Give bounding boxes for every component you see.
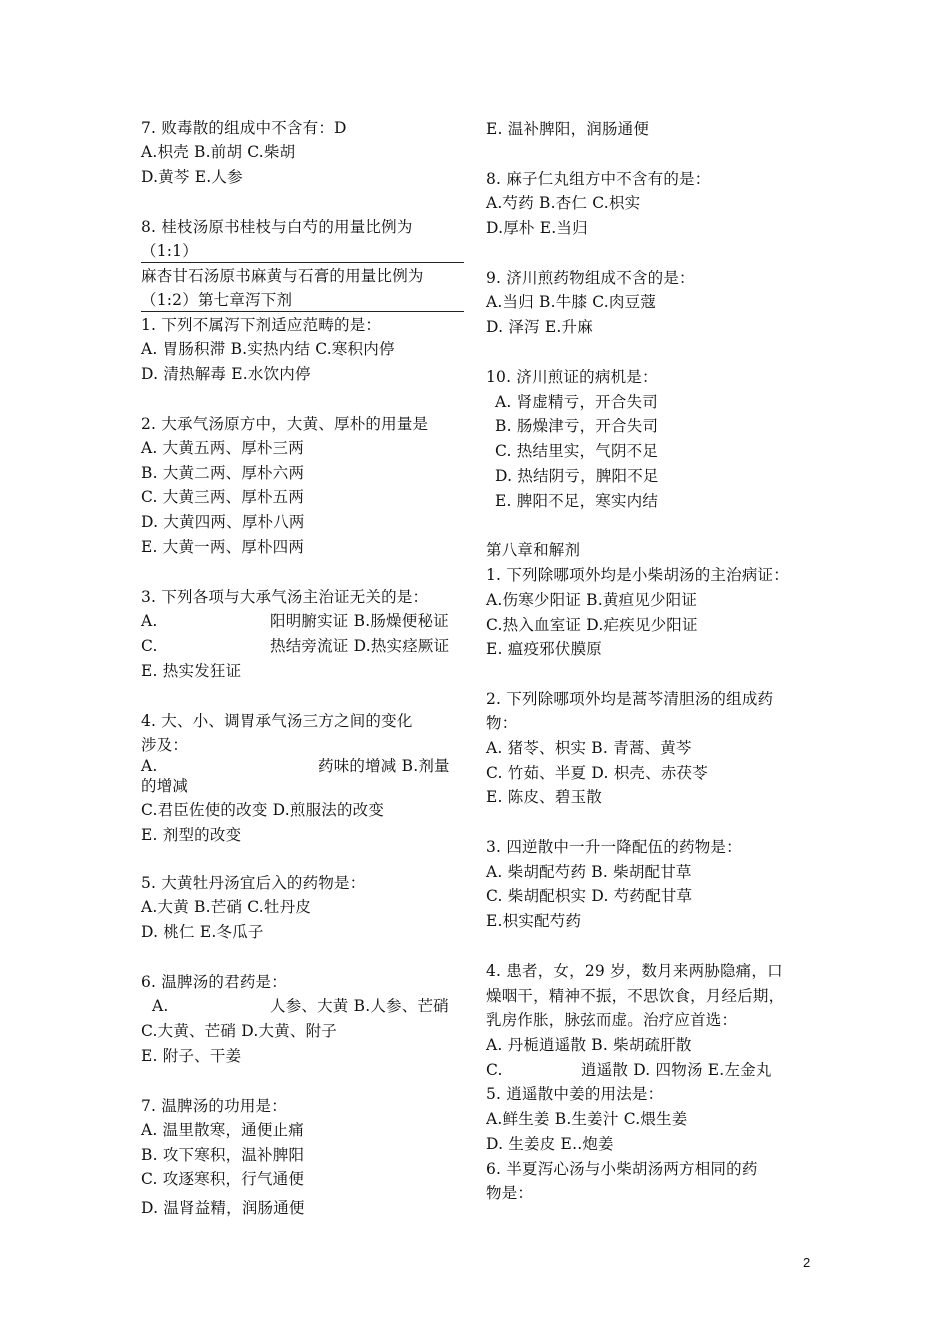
ch7-q6-option-e: E. 附子、干姜 <box>141 1047 242 1065</box>
q8-ratio-answer: （1:1） <box>141 240 464 263</box>
ch7-q2-option-b: B. 大黄二两、厚朴六两 <box>141 464 305 482</box>
ch7-q9: 9. 济川煎药物组成不含的是： <box>486 269 695 287</box>
ch8-q1-option-e: E. 瘟疫邪伏膜原 <box>486 640 602 658</box>
ch7-q3-option-c-label: C. <box>141 637 158 655</box>
ch8-q3: 3. 四逆散中一升一降配伍的药物是： <box>486 838 742 856</box>
ch8-q1: 1. 下列除哪项外均是小柴胡汤的主治病证： <box>486 566 789 584</box>
q8-guizhitang: 8. 桂枝汤原书桂枝与白芍的用量比例为 <box>141 218 413 236</box>
ch7-q5: 5. 大黄牡丹汤宜后入的药物是： <box>141 874 366 892</box>
ch8-q4-cont-1: 燥咽干，精神不振，不思饮食，月经后期， <box>486 987 785 1005</box>
ch7-q7-option-c: C. 攻逐寒积，行气通便 <box>141 1170 305 1188</box>
ch8-q1-options-ab: A.伤寒少阳证 B.黄疸见少阳证 <box>486 591 698 609</box>
ch7-q4: 4. 大、小、调胃承气汤三方之间的变化 <box>141 712 413 730</box>
q7-options-abc: A.枳壳 B.前胡 C.柴胡 <box>141 143 296 161</box>
ch7-q10: 10. 济川煎证的病机是： <box>486 368 658 386</box>
ch7-q1-options-abc: A. 胃肠积滞 B.实热内结 C.寒积内停 <box>141 340 395 358</box>
ch8-q1-options-cd: C.热入血室证 D.疟疾见少阳证 <box>486 616 698 634</box>
ch8-q3-options-ab: A. 柴胡配芍药 B. 柴胡配甘草 <box>486 863 692 881</box>
ch7-q8-options-abc: A.芍药 B.杏仁 C.枳实 <box>486 194 641 212</box>
ch8-q6: 6. 半夏泻心汤与小柴胡汤两方相同的药 <box>486 1160 758 1178</box>
ch7-q4-option-e: E. 剂型的改变 <box>141 826 242 844</box>
ch7-q2-option-e: E. 大黄一两、厚朴四两 <box>141 538 305 556</box>
ch7-q4-cont: 涉及： <box>141 736 189 754</box>
ch7-q4-options-cd: C.君臣佐使的改变 D.煎服法的改变 <box>141 801 385 819</box>
ch7-q5-options-de: D. 桃仁 E.冬瓜子 <box>141 923 264 941</box>
q7-options-de: D.黄芩 E.人参 <box>141 168 243 186</box>
ch7-q7-option-e: E. 温补脾阳，润肠通便 <box>486 120 650 138</box>
maxing-ratio-question: 麻杏甘石汤原书麻黄与石膏的用量比例为 <box>141 267 424 285</box>
ch8-q4-options-cde: 逍遥散 D. 四物汤 E.左金丸 <box>581 1061 772 1079</box>
ch7-q3-option-cd: 热结旁流证 D.热实痉厥证 <box>270 637 450 655</box>
ch8-q2-options-cd: C. 竹茹、半夏 D. 枳壳、赤茯苓 <box>486 764 708 782</box>
ch7-q4-option-ab: 药味的增减 B.剂量 <box>318 757 450 775</box>
ch7-q3: 3. 下列各项与大承气汤主治证无关的是： <box>141 588 429 606</box>
ch7-q7-option-b: B. 攻下寒积，温补脾阳 <box>141 1146 305 1164</box>
chapter7-heading: （1:2）第七章泻下剂 <box>141 289 464 312</box>
ch7-q3-option-a-label: A. <box>141 612 158 630</box>
ch7-q8: 8. 麻子仁丸组方中不含有的是： <box>486 170 711 188</box>
ch8-q2-cont: 物： <box>486 714 518 732</box>
ch8-q6-cont: 物是： <box>486 1184 534 1202</box>
ch7-q7-option-d: D. 温肾益精，润肠通便 <box>141 1199 305 1217</box>
q7-baidusan: 7. 败毒散的组成中不含有：D <box>141 119 347 137</box>
ch7-q2-option-d: D. 大黄四两、厚朴八两 <box>141 513 305 531</box>
ch7-q3-option-ab: 阳明腑实证 B.肠燥便秘证 <box>270 612 449 630</box>
ch8-q4: 4. 患者，女，29 岁，数月来两胁隐痛，口 <box>486 962 783 980</box>
ch7-q1-options-de: D. 清热解毒 E.水饮内停 <box>141 365 311 383</box>
ch7-q10-option-e: E. 脾阳不足，寒实内结 <box>495 492 659 510</box>
page-number: 2 <box>803 1255 811 1270</box>
ch7-q9-options-abc: A.当归 B.牛膝 C.肉豆蔻 <box>486 293 657 311</box>
ch7-q7: 7. 温脾汤的功用是： <box>141 1097 287 1115</box>
ch7-q2: 2. 大承气汤原方中，大黄、厚朴的用量是 <box>141 415 429 433</box>
ch8-q5: 5. 逍遥散中姜的用法是： <box>486 1085 664 1103</box>
ch7-q10-option-c: C. 热结里实，气阴不足 <box>495 442 659 460</box>
ch7-q4-option-a-label: A. <box>141 757 158 775</box>
ch8-q3-option-e: E.枳实配芍药 <box>486 912 582 930</box>
ch7-q10-option-b: B. 肠燥津亏，开合失司 <box>495 417 659 435</box>
chapter8-heading: 第八章和解剂 <box>486 541 581 559</box>
ch7-q4-option-b-cont: 的增减 <box>141 777 189 795</box>
ch8-q2: 2. 下列除哪项外均是蒿芩清胆汤的组成药 <box>486 690 774 708</box>
ch7-q6-option-a-label: A. <box>152 997 169 1015</box>
ch7-q10-option-a: A. 肾虚精亏，开合失司 <box>495 393 658 411</box>
ch7-q5-options-abc: A.大黄 B.芒硝 C.牡丹皮 <box>141 898 312 916</box>
ch7-q9-options-de: D. 泽泻 E.升麻 <box>486 318 593 336</box>
ch8-q5-options-abc: A.鲜生姜 B.生姜汁 C.煨生姜 <box>486 1110 688 1128</box>
ch8-q4-cont-2: 乳房作胀，脉弦而虚。治疗应首选： <box>486 1011 738 1029</box>
ch7-q6: 6. 温脾汤的君药是： <box>141 973 287 991</box>
ch7-q8-options-de: D.厚朴 E.当归 <box>486 219 588 237</box>
ch7-q3-option-e: E. 热实发狂证 <box>141 662 242 680</box>
ch8-q4-options-ab: A. 丹栀逍遥散 B. 柴胡疏肝散 <box>486 1036 692 1054</box>
ch7-q6-option-ab: 人参、大黄 B.人参、芒硝 <box>270 997 449 1015</box>
ch8-q5-options-de: D. 生姜皮 E..炮姜 <box>486 1135 614 1153</box>
ch7-q1: 1. 下列不属泻下剂适应范畴的是： <box>141 316 382 334</box>
ch7-q2-option-a: A. 大黄五两、厚朴三两 <box>141 439 304 457</box>
ch8-q2-options-ab: A. 猪苓、枳实 B. 青蒿、黄芩 <box>486 739 692 757</box>
ch8-q4-option-c-label: C. <box>486 1061 503 1079</box>
ch7-q10-option-d: D. 热结阴亏，脾阳不足 <box>495 467 659 485</box>
ch7-q2-option-c: C. 大黄三两、厚朴五两 <box>141 488 305 506</box>
ch7-q6-options-cd: C.大黄、芒硝 D.大黄、附子 <box>141 1022 337 1040</box>
ch7-q7-option-a: A. 温里散寒，通便止痛 <box>141 1121 304 1139</box>
ch8-q3-options-cd: C. 柴胡配枳实 D. 芍药配甘草 <box>486 887 693 905</box>
ch8-q2-option-e: E. 陈皮、碧玉散 <box>486 788 602 806</box>
